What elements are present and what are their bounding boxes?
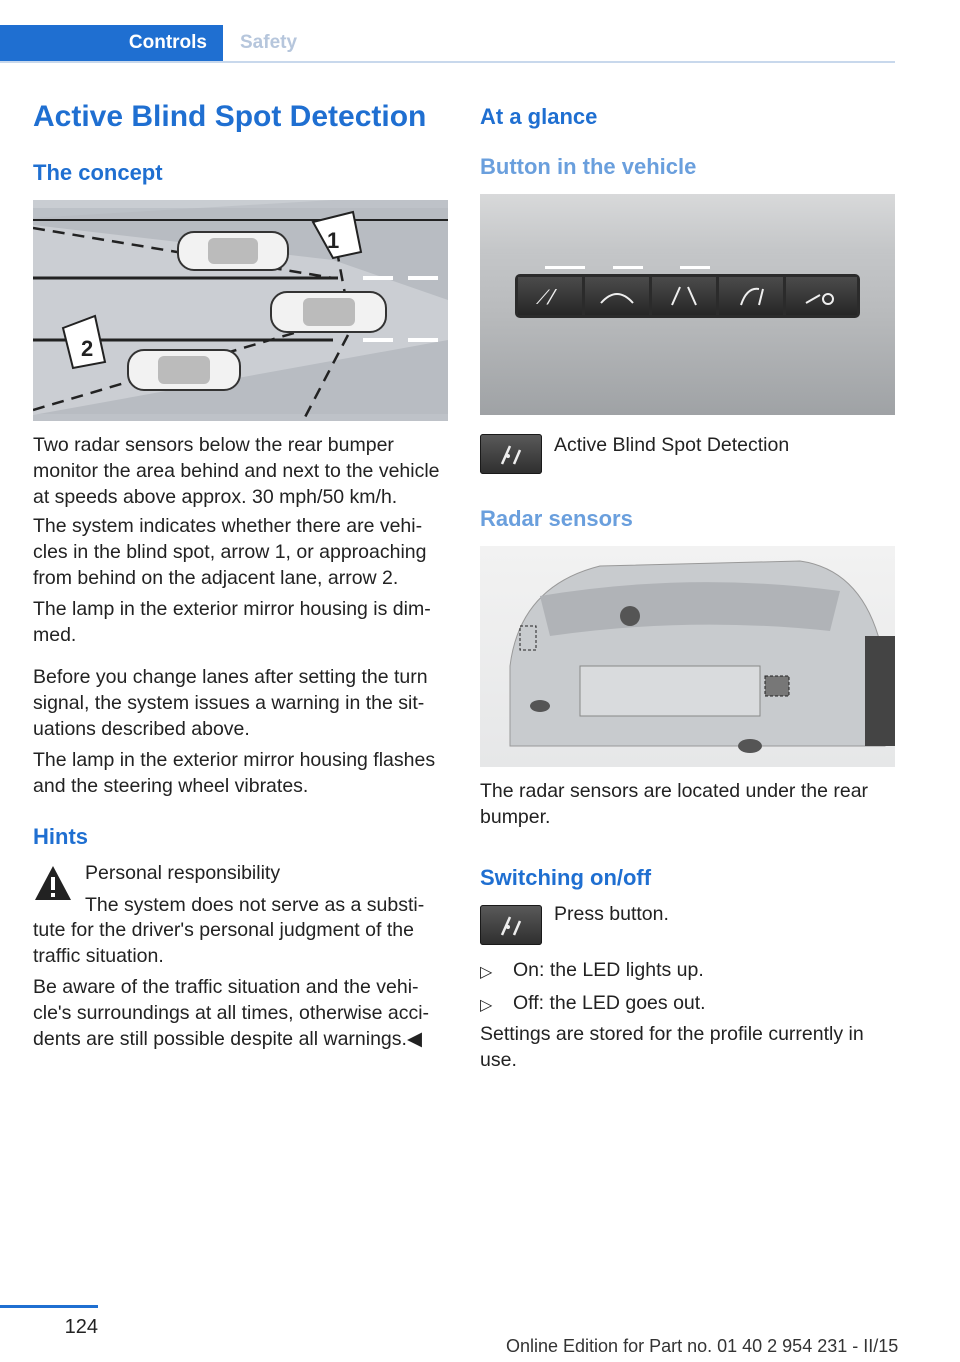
settings-text: Settings are stored for the profile currently in use. [480, 1023, 864, 1071]
paragraph-radar-sensors: Two radar sensors below the rear bumper monitor the area behind and next to the vehicle at speeds above approx. 30 mph/50 km/h. [33, 434, 440, 508]
switch-heading: Switching on/off [480, 865, 652, 890]
page-title: Active Blind Spot Detection [33, 100, 427, 133]
car-top [178, 232, 288, 270]
tab-safety[interactable]: Safety [240, 32, 298, 53]
button-caption: Active Blind Spot Detection [554, 434, 790, 456]
lane-departure-button [652, 277, 716, 315]
bullet-off: Off: the LED goes out. [513, 992, 706, 1014]
rear-bumper-photo [480, 546, 895, 767]
radar-heading: Radar sensors [480, 506, 633, 531]
led-1 [545, 266, 585, 269]
chapter-tabs [0, 25, 895, 63]
car-rear-svg [480, 546, 895, 767]
arrow-2-label: 2 [81, 336, 94, 361]
paragraph-lane-change: Before you change lanes after setting the turn signal, the system issues a warning in the sit- uations described above. [33, 666, 428, 740]
tab-controls[interactable]: Controls [0, 25, 223, 61]
arrow-1-label: 1 [327, 228, 340, 253]
lane-diagram-svg [33, 200, 448, 421]
edition-text: Online Edition for Part no. 01 40 2 954 231 - II/15 [506, 1336, 899, 1356]
car-bottom [128, 350, 240, 390]
press-button-text: Press button. [554, 903, 669, 925]
footer-rule [0, 1305, 98, 1308]
bullet-marker-on: ▷ [480, 964, 493, 981]
page-number: 124 [64, 1316, 98, 1338]
blind-spot-diagram [33, 200, 448, 421]
hints-heading: Hints [33, 824, 88, 849]
svg-text:⟋⁄: ⟋⁄ [536, 285, 554, 309]
warning-icon [33, 864, 73, 904]
car-middle [271, 292, 386, 332]
button-panel-photo [480, 194, 895, 415]
front-collision-button [585, 277, 649, 315]
radar-text: The radar sensors are located under the rear bumper. [480, 780, 869, 828]
paragraph-indication: The system indicates whether there are vehi- cles in the blind spot, arrow 1, or approaching from behind on the adjacent lane, arrow 2. [33, 515, 427, 589]
switch-button-icon [480, 905, 542, 945]
button-heading: Button in the vehicle [480, 154, 697, 179]
paragraph-lamp-flashes: The lamp in the exterior mirror housing flashes and the steering wheel vibrates. [33, 749, 436, 797]
at-a-glance-heading: At a glance [480, 104, 598, 129]
button-strip [515, 274, 860, 318]
warning-title: Personal responsibility [85, 862, 281, 884]
panel-top [480, 194, 895, 254]
blind-spot-button-icon [480, 434, 542, 474]
blind-spot-button [518, 277, 582, 315]
pedestrian-button [719, 277, 783, 315]
warning-text-line1: The system does not serve as a substi- [85, 894, 425, 916]
led-2 [613, 266, 643, 269]
led-3 [680, 266, 710, 269]
warning-text-rest: tute for the driver's personal judgment of the traffic situation. [33, 919, 414, 967]
parking-button [786, 277, 857, 315]
paragraph-be-aware: Be aware of the traffic situation and the vehi- cle's surroundings at all times, otherwise acci- dents are still possible despite all warnings.◀ [33, 976, 430, 1050]
bullet-marker-off: ▷ [480, 997, 493, 1014]
concept-heading: The concept [33, 160, 163, 185]
paragraph-lamp-dimmed: The lamp in the exterior mirror housing is dim- med. [33, 598, 431, 646]
bullet-on: On: the LED lights up. [513, 959, 704, 981]
right-sensor [765, 676, 789, 696]
